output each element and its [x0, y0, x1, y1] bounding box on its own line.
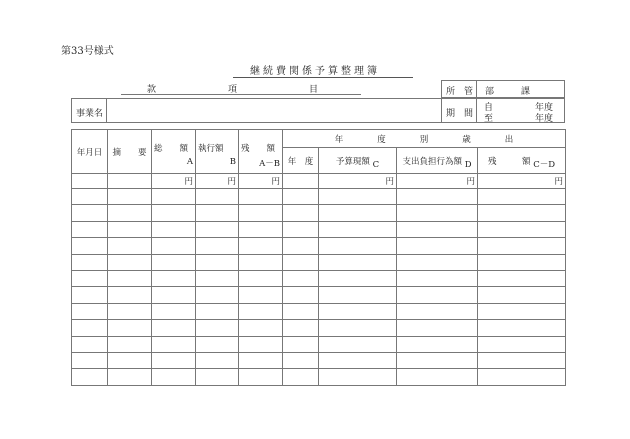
table-cell[interactable] — [283, 254, 319, 270]
total-header-cell — [152, 130, 196, 174]
title-underline — [233, 77, 413, 78]
jigyomei-label: 事業名 — [76, 109, 104, 119]
table-cell[interactable] — [108, 320, 152, 336]
table-row — [72, 352, 566, 368]
table-cell[interactable] — [72, 254, 108, 270]
table-cell[interactable] — [478, 352, 566, 368]
table-cell[interactable] — [239, 270, 283, 286]
from-label: 自 — [484, 103, 494, 113]
table-cell[interactable] — [152, 303, 196, 319]
table-cell[interactable] — [108, 189, 152, 205]
table-cell[interactable] — [319, 189, 397, 205]
table-cell[interactable] — [239, 254, 283, 270]
commit-sub: D — [464, 159, 472, 170]
table-cell[interactable] — [319, 221, 397, 237]
table-cell[interactable] — [397, 303, 478, 319]
table-cell[interactable] — [196, 369, 239, 385]
balance-sub: A－B — [259, 159, 280, 169]
exec-sub: B — [229, 157, 236, 167]
ledger-table — [71, 129, 566, 386]
exec-header: 執行額 — [198, 144, 224, 154]
table-cell[interactable] — [283, 336, 319, 352]
shokan-cell — [441, 80, 477, 98]
table-cell[interactable] — [397, 238, 478, 254]
form-number: 第33号様式 — [61, 46, 114, 57]
table-cell[interactable] — [196, 336, 239, 352]
table-cell[interactable] — [108, 336, 152, 352]
total-sub: A — [186, 157, 193, 167]
table-cell[interactable] — [72, 205, 108, 221]
yen-unit: 円 — [319, 174, 397, 189]
table-cell[interactable] — [478, 205, 566, 221]
table-cell[interactable] — [108, 254, 152, 270]
kikan-cell — [441, 98, 477, 123]
budget-sub: C — [372, 159, 380, 170]
period-cell — [476, 98, 565, 123]
table-cell[interactable] — [397, 336, 478, 352]
table-cell[interactable] — [283, 221, 319, 237]
table-cell[interactable] — [239, 287, 283, 303]
table-row — [72, 336, 566, 352]
table-cell[interactable] — [319, 303, 397, 319]
jigyomei-divider — [106, 99, 107, 122]
table-cell[interactable] — [108, 369, 152, 385]
table-cell[interactable] — [397, 254, 478, 270]
kankoumoku-underline — [121, 94, 361, 95]
commit-header: 支出負担行為額 — [402, 156, 462, 167]
table-row — [72, 303, 566, 319]
table-cell[interactable] — [319, 320, 397, 336]
table-row — [72, 320, 566, 336]
table-cell[interactable] — [239, 205, 283, 221]
table-cell[interactable] — [319, 336, 397, 352]
table-row — [72, 189, 566, 205]
table-cell[interactable] — [72, 287, 108, 303]
table-cell[interactable] — [239, 303, 283, 319]
table-cell[interactable] — [478, 287, 566, 303]
table-cell[interactable] — [72, 270, 108, 286]
table-cell[interactable] — [478, 221, 566, 237]
table-cell[interactable] — [397, 352, 478, 368]
table-cell[interactable] — [108, 287, 152, 303]
table-cell[interactable] — [397, 205, 478, 221]
table-cell[interactable] — [478, 270, 566, 286]
table-row — [72, 205, 566, 221]
summary-header: 摘 要 — [108, 130, 152, 174]
shokan-label: 所 管 — [446, 87, 474, 97]
table-cell[interactable] — [152, 254, 196, 270]
nendo-to: 年度 — [535, 114, 554, 124]
table-cell[interactable] — [196, 287, 239, 303]
table-cell[interactable] — [397, 189, 478, 205]
table-cell[interactable] — [283, 303, 319, 319]
table-cell[interactable] — [152, 369, 196, 385]
table-cell[interactable] — [478, 238, 566, 254]
table-cell[interactable] — [72, 303, 108, 319]
table-cell[interactable] — [108, 352, 152, 368]
kankoumoku-cell — [71, 80, 441, 98]
balance-header: 残 額 — [241, 144, 276, 154]
yen-unit: 円 — [152, 174, 196, 189]
yen-unit: 円 — [478, 174, 566, 189]
table-cell[interactable] — [72, 369, 108, 385]
table-cell[interactable] — [72, 352, 108, 368]
table-cell[interactable] — [152, 320, 196, 336]
table-cell[interactable] — [152, 336, 196, 352]
table-cell[interactable] — [152, 221, 196, 237]
table-cell[interactable] — [397, 369, 478, 385]
table-cell[interactable] — [478, 369, 566, 385]
table-cell[interactable] — [196, 270, 239, 286]
commit-header-cell — [397, 148, 478, 174]
table-cell[interactable] — [478, 320, 566, 336]
table-cell[interactable] — [319, 238, 397, 254]
table-cell[interactable] — [72, 189, 108, 205]
remain-header-cell — [478, 148, 566, 174]
table-cell[interactable] — [283, 320, 319, 336]
table-cell[interactable] — [397, 320, 478, 336]
table-cell[interactable] — [239, 336, 283, 352]
table-row — [72, 221, 566, 237]
table-row — [72, 369, 566, 385]
table-cell[interactable] — [196, 303, 239, 319]
table-cell[interactable] — [478, 336, 566, 352]
yen-unit: 円 — [196, 174, 239, 189]
exec-header-cell — [196, 130, 239, 174]
annual-header: 年 度 別 歳 出 — [283, 130, 566, 148]
table-cell[interactable] — [397, 270, 478, 286]
table-cell[interactable] — [196, 238, 239, 254]
table-cell[interactable] — [319, 205, 397, 221]
table-cell[interactable] — [72, 320, 108, 336]
bu-ka-label: 部 課 — [485, 87, 531, 97]
table-cell[interactable] — [196, 189, 239, 205]
table-cell[interactable] — [319, 369, 397, 385]
table-cell[interactable] — [108, 303, 152, 319]
table-cell[interactable] — [152, 205, 196, 221]
balance-header-cell — [239, 130, 283, 174]
table-cell[interactable] — [478, 254, 566, 270]
table-cell[interactable] — [72, 221, 108, 237]
header-block — [71, 80, 565, 123]
table-cell[interactable] — [108, 270, 152, 286]
table-cell[interactable] — [283, 270, 319, 286]
kankoumoku-label: 款 項 目 — [147, 85, 319, 95]
table-cell[interactable] — [152, 287, 196, 303]
ledger-title: 継続費関係予算整理簿 — [250, 66, 380, 77]
table-cell[interactable] — [478, 303, 566, 319]
table-cell[interactable] — [152, 270, 196, 286]
table-row — [72, 254, 566, 270]
table-cell[interactable] — [283, 238, 319, 254]
table-cell[interactable] — [239, 189, 283, 205]
total-header: 総 額 — [154, 144, 189, 154]
table-cell[interactable] — [397, 221, 478, 237]
table-cell[interactable] — [152, 238, 196, 254]
yen-unit: 円 — [239, 174, 283, 189]
table-cell[interactable] — [196, 254, 239, 270]
table-cell[interactable] — [319, 352, 397, 368]
kikan-label: 期 間 — [446, 109, 474, 119]
table-row — [72, 270, 566, 286]
table-cell[interactable] — [196, 320, 239, 336]
table-cell[interactable] — [239, 352, 283, 368]
table-cell[interactable] — [283, 287, 319, 303]
table-cell[interactable] — [397, 287, 478, 303]
table-cell[interactable] — [283, 352, 319, 368]
table-cell[interactable] — [72, 238, 108, 254]
table-cell[interactable] — [283, 205, 319, 221]
to-label: 至 — [484, 114, 494, 124]
table-cell[interactable] — [196, 221, 239, 237]
table-row — [72, 287, 566, 303]
table-cell[interactable] — [283, 369, 319, 385]
yen-unit: 円 — [397, 174, 478, 189]
budget-header-cell — [319, 148, 397, 174]
year-header: 年 度 — [283, 148, 319, 174]
nendo-from: 年度 — [535, 103, 554, 113]
table-cell[interactable] — [108, 238, 152, 254]
table-row — [72, 174, 566, 189]
table-cell[interactable] — [239, 369, 283, 385]
table-cell[interactable] — [478, 189, 566, 205]
table-cell[interactable] — [196, 205, 239, 221]
table-cell[interactable] — [108, 221, 152, 237]
table-cell[interactable] — [108, 205, 152, 221]
jigyomei-cell — [71, 98, 442, 123]
table-row — [72, 238, 566, 254]
table-cell[interactable] — [72, 336, 108, 352]
table-cell[interactable] — [152, 189, 196, 205]
table-cell[interactable] — [319, 287, 397, 303]
remain-sub: C－D — [533, 159, 556, 170]
empty-rows — [72, 189, 566, 386]
table-cell[interactable] — [239, 221, 283, 237]
table-cell[interactable] — [319, 254, 397, 270]
table-cell[interactable] — [196, 352, 239, 368]
date-header: 年月日 — [72, 130, 108, 174]
table-cell[interactable] — [239, 320, 283, 336]
table-cell[interactable] — [283, 189, 319, 205]
budget-header: 予算現額 — [335, 156, 370, 167]
bu-ka-cell — [476, 80, 565, 98]
table-cell[interactable] — [319, 270, 397, 286]
table-cell[interactable] — [239, 238, 283, 254]
table-cell[interactable] — [152, 352, 196, 368]
remain-header: 残 額 — [487, 156, 531, 167]
